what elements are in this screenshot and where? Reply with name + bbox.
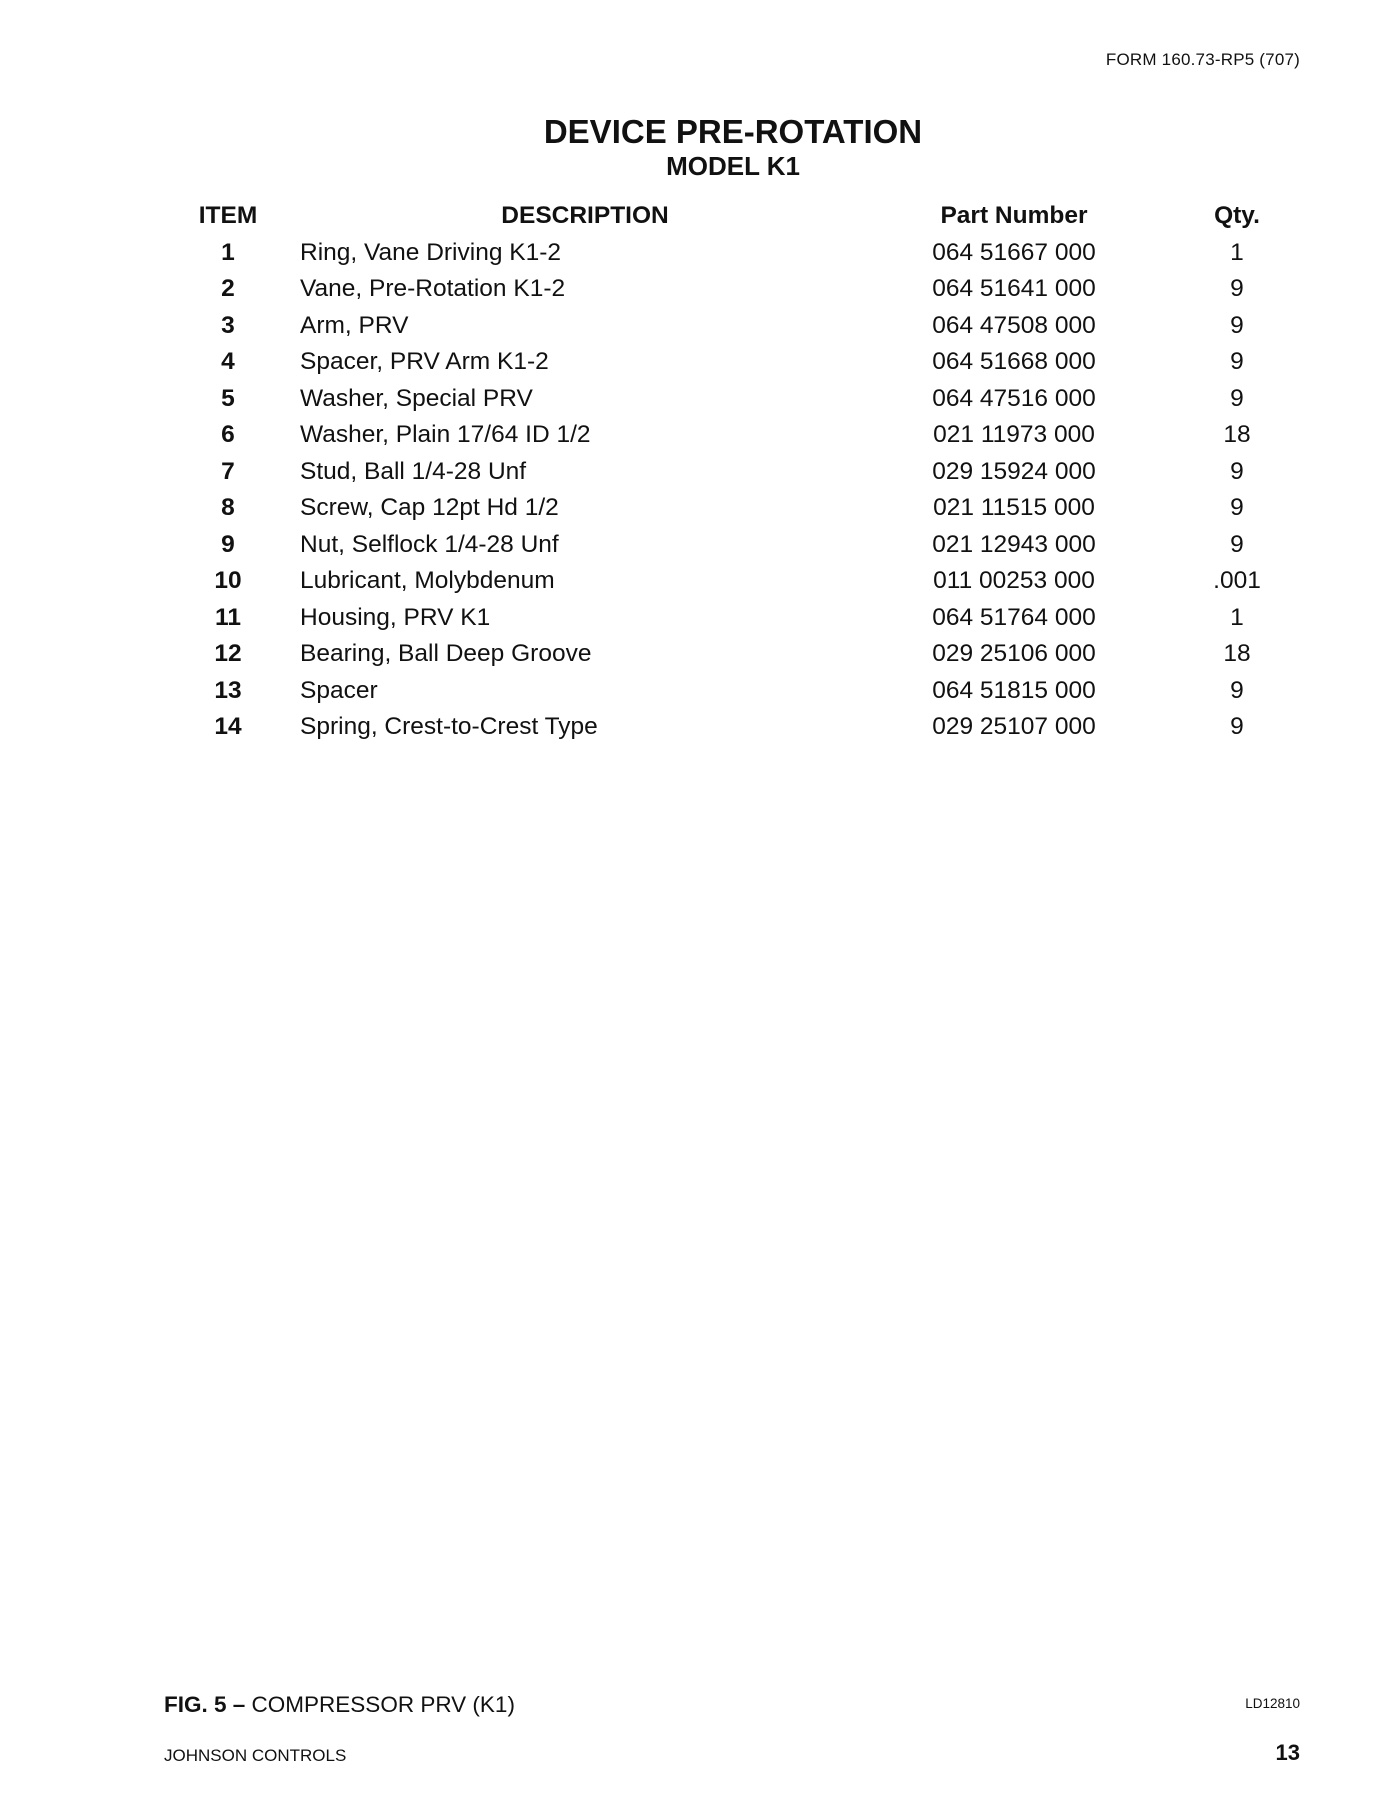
item-number: 6 xyxy=(221,421,235,448)
item-qty: 9 xyxy=(1230,494,1244,521)
item-number: 7 xyxy=(221,457,235,485)
item-part-number: 064 51668 000 xyxy=(932,348,1096,375)
table-row xyxy=(0,308,1391,345)
item-description: Spring, Crest-to-Crest Type xyxy=(300,713,598,740)
table-row xyxy=(0,490,1391,527)
item-qty: 9 xyxy=(1230,713,1244,740)
footer-company: JOHNSON CONTROLS xyxy=(164,1746,347,1765)
item-number: 11 xyxy=(215,603,241,631)
table-row xyxy=(0,527,1391,564)
table-row xyxy=(0,709,1391,746)
item-description: Spacer, PRV Arm K1-2 xyxy=(300,348,549,375)
item-number: 13 xyxy=(214,676,242,704)
item-number: 9 xyxy=(221,530,235,558)
item-description: Ring, Vane Driving K1-2 xyxy=(300,238,562,266)
figure-caption-text: COMPRESSOR PRV (K1) xyxy=(251,1692,515,1717)
item-description: Bearing, Ball Deep Groove xyxy=(300,640,592,667)
item-description: Lubricant, Molybdenum xyxy=(300,567,555,594)
item-number: 10 xyxy=(214,567,242,594)
item-qty: 9 xyxy=(1230,530,1244,558)
item-qty: 9 xyxy=(1230,676,1244,704)
item-part-number: 021 12943 000 xyxy=(932,530,1096,558)
item-part-number: 064 51667 000 xyxy=(932,238,1096,266)
item-part-number: 021 11515 000 xyxy=(933,494,1095,521)
item-description: Housing, PRV K1 xyxy=(300,603,491,631)
table-header-row xyxy=(0,198,1391,235)
item-part-number: 064 47516 000 xyxy=(932,384,1096,412)
item-qty: 18 xyxy=(1223,421,1251,448)
item-qty: 1 xyxy=(1230,238,1244,266)
figure-label: FIG. 5 – xyxy=(164,1692,246,1717)
item-qty: 9 xyxy=(1230,311,1244,339)
item-qty: .001 xyxy=(1213,567,1261,594)
item-part-number: 064 51815 000 xyxy=(932,676,1096,704)
column-header-qty: Qty. xyxy=(1214,202,1260,229)
table-row xyxy=(0,235,1391,272)
item-part-number: 064 51641 000 xyxy=(932,275,1096,302)
item-description: Stud, Ball 1/4-28 Unf xyxy=(300,457,527,485)
item-number: 8 xyxy=(221,494,235,521)
column-header-description: DESCRIPTION xyxy=(501,202,669,229)
item-number: 5 xyxy=(221,384,235,412)
table-row xyxy=(0,271,1391,308)
table-body xyxy=(0,235,1391,746)
item-qty: 9 xyxy=(1230,457,1244,485)
table-row xyxy=(0,417,1391,454)
item-part-number: 011 00253 000 xyxy=(933,567,1095,594)
item-description: Arm, PRV xyxy=(300,311,409,339)
item-part-number: 064 47508 000 xyxy=(932,311,1096,339)
table-row xyxy=(0,636,1391,673)
parts-table xyxy=(0,198,1391,746)
figure-caption xyxy=(164,1692,515,1718)
figure-code: LD12810 xyxy=(1245,1696,1300,1711)
item-number: 4 xyxy=(221,348,235,375)
item-part-number: 021 11973 000 xyxy=(933,421,1095,448)
table-row xyxy=(0,381,1391,418)
item-description: Spacer xyxy=(300,676,378,704)
item-part-number: 029 15924 000 xyxy=(932,457,1096,485)
item-qty: 9 xyxy=(1230,348,1244,375)
item-number: 1 xyxy=(221,238,235,266)
item-number: 2 xyxy=(221,275,235,302)
table-row xyxy=(0,600,1391,637)
item-part-number: 029 25106 000 xyxy=(932,640,1096,667)
table-row xyxy=(0,563,1391,600)
column-header-part-number: Part Number xyxy=(940,202,1088,229)
table-row xyxy=(0,344,1391,381)
table-row xyxy=(0,673,1391,710)
page-title: DEVICE PRE-ROTATION xyxy=(543,113,923,150)
item-part-number: 029 25107 000 xyxy=(932,713,1096,740)
item-description: Screw, Cap 12pt Hd 1/2 xyxy=(300,494,559,521)
item-description: Vane, Pre-Rotation K1-2 xyxy=(300,275,566,302)
item-qty: 1 xyxy=(1230,603,1244,631)
item-description: Washer, Plain 17/64 ID 1/2 xyxy=(300,421,591,448)
item-number: 12 xyxy=(214,640,242,667)
item-qty: 9 xyxy=(1230,275,1244,302)
item-part-number: 064 51764 000 xyxy=(932,603,1096,631)
form-number: FORM 160.73-RP5 (707) xyxy=(1105,50,1300,69)
item-number: 14 xyxy=(214,713,242,740)
item-qty: 18 xyxy=(1223,640,1251,667)
item-description: Washer, Special PRV xyxy=(300,384,533,412)
page-number: 13 xyxy=(1275,1740,1300,1765)
item-description: Nut, Selflock 1/4-28 Unf xyxy=(300,530,559,558)
table-row xyxy=(0,454,1391,491)
column-header-item: ITEM xyxy=(198,202,258,229)
page-subtitle: MODEL K1 xyxy=(666,151,800,181)
item-number: 3 xyxy=(221,311,235,339)
item-qty: 9 xyxy=(1230,384,1244,412)
